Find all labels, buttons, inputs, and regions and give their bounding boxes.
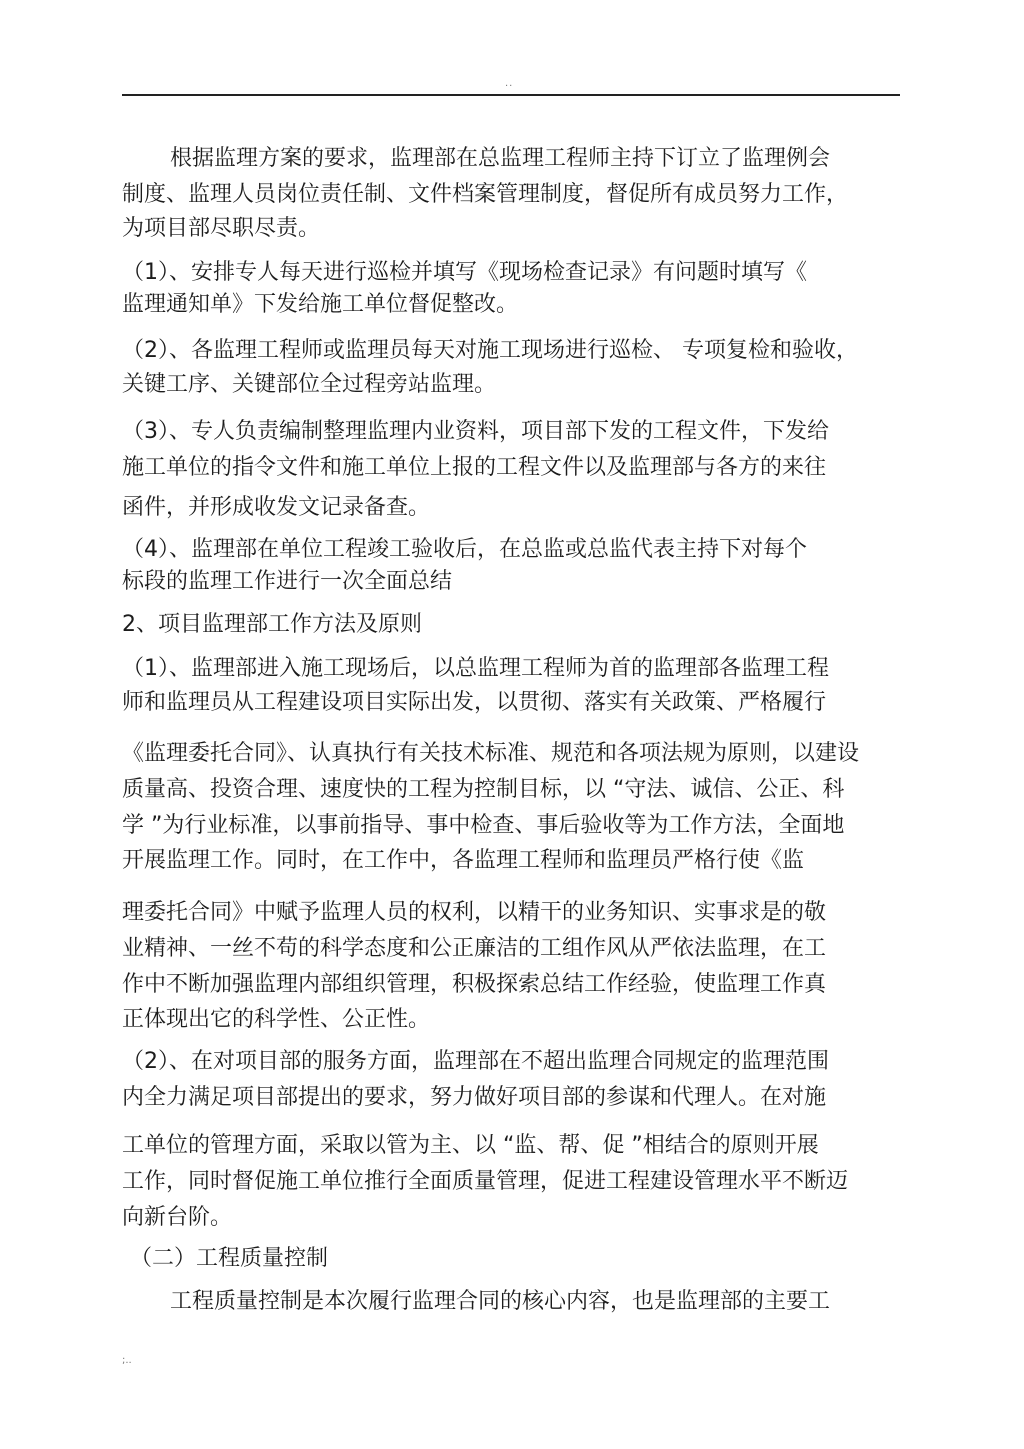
text-line: 师和监理员从工程建设项目实际出发，以贯彻、落实有关政策、严格履行 <box>122 690 827 715</box>
text-line: 监理通知单》下发给施工单位督促整改。 <box>122 292 519 317</box>
text-line: （1）、安排专人每天进行巡检并填写《现场检查记录》有问题时填写《 <box>122 260 807 285</box>
text-line: （3）、专人负责编制整理监理内业资料，项目部下发的工程文件，下发给 <box>122 419 829 444</box>
header-rule <box>122 94 900 96</box>
text-line: 学 ”为行业标准，以事前指导、事中检查、事后验收等为工作方法，全面地 <box>122 813 845 838</box>
text-line: 为项目部尽职尽责。 <box>122 216 321 241</box>
text-line: （1）、监理部进入施工现场后，以总监理工程师为首的监理部各监理工程 <box>122 656 829 681</box>
text-line: 向新台阶。 <box>122 1205 233 1230</box>
text-line: 《监理委托合同》、认真执行有关技术标准、规范和各项法规为原则，以建设 <box>122 741 860 766</box>
text-line: 质量高、投资合理、速度快的工程为控制目标，以 “守法、诚信、公正、科 <box>122 777 845 802</box>
section-heading: （二）工程质量控制 <box>130 1246 329 1271</box>
text-line: 工程质量控制是本次履行监理合同的核心内容，也是监理部的主要工 <box>170 1289 831 1314</box>
text-line: 作中不断加强监理内部组织管理，积极探索总结工作经验，使监理工作真 <box>122 972 827 997</box>
text-line: （2）、各监理工程师或监理员每天对施工现场进行巡检、 专项复检和验收， <box>122 338 858 363</box>
text-line: 关键工序、关键部位全过程旁站监理。 <box>122 372 497 397</box>
text-line: 制度、监理人员岗位责任制、文件档案管理制度，督促所有成员努力工作， <box>122 182 849 207</box>
text-line: 标段的监理工作进行一次全面总结 <box>122 569 453 594</box>
text-line: 根据监理方案的要求，监理部在总监理工程师主持下订立了监理例会 <box>170 146 831 171</box>
text-line: 工单位的管理方面，采取以管为主、以 “监、帮、促 ”相结合的原则开展 <box>122 1133 819 1158</box>
section-heading: 2、项目监理部工作方法及原则 <box>122 612 422 637</box>
text-line: 理委托合同》中赋予监理人员的权利，以精干的业务知识、实事求是的敬 <box>122 900 827 925</box>
text-line: （4）、监理部在单位工程竣工验收后，在总监或总监代表主持下对每个 <box>122 537 807 562</box>
text-line: 工作，同时督促施工单位推行全面质量管理，促进工程建设管理水平不断迈 <box>122 1169 849 1194</box>
text-line: 函件，并形成收发文记录备查。 <box>122 495 431 520</box>
text-line: （2）、在对项目部的服务方面，监理部在不超出监理合同规定的监理范围 <box>122 1049 829 1074</box>
text-line: 内全力满足项目部提出的要求，努力做好项目部的参谋和代理人。在对施 <box>122 1085 827 1110</box>
header-mark: .. <box>505 78 514 89</box>
text-line: 正体现出它的科学性、公正性。 <box>122 1007 431 1032</box>
footer-mark: ;.. <box>122 1355 132 1366</box>
text-line: 开展监理工作。同时，在工作中，各监理工程师和监理员严格行使《监 <box>122 848 805 873</box>
text-line: 业精神、一丝不苟的科学态度和公正廉洁的工组作风从严依法监理，在工 <box>122 936 827 961</box>
text-line: 施工单位的指令文件和施工单位上报的工程文件以及监理部与各方的来往 <box>122 455 827 480</box>
